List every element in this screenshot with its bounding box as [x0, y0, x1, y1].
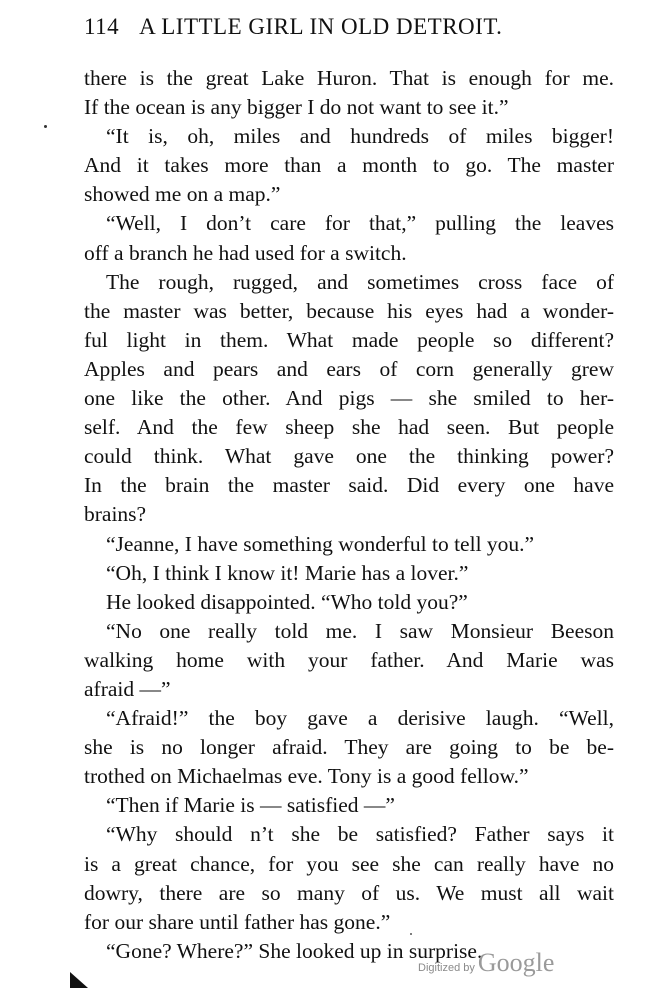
text-line: there is the great Lake Huron. That is enough for me. — [84, 66, 614, 90]
text-line: afraid —” — [84, 676, 171, 701]
scan-speck — [410, 933, 412, 935]
text-line: “Then if Marie is — satisfied —” — [106, 793, 395, 818]
text-line: “Oh, I think I know it! Marie has a lover.” — [106, 560, 469, 585]
text-line: dowry, there are so many of us. We must all wait — [84, 880, 614, 905]
text-line: the master was better, because his eyes had a wonder- — [84, 298, 614, 323]
text-line: He looked disappointed. “Who told you?” — [106, 589, 468, 614]
text-line: one like the other. And pigs — she smiled to her- — [84, 386, 614, 411]
text-line: “Well, I don’t care for that,” pulling the leaves — [106, 211, 614, 236]
text-line: self. And the few sheep she had seen. But people — [84, 415, 614, 440]
text-line: The rough, rugged, and sometimes cross face of — [106, 269, 614, 294]
book-page — [84, 14, 614, 966]
text-line: “Gone? Where?” She looked up in surprise. — [106, 938, 483, 963]
watermark-prefix: Digitized by — [418, 962, 475, 974]
running-title: A LITTLE GIRL IN OLD DETROIT. — [139, 14, 503, 39]
text-line: ful light in them. What made people so different? — [84, 327, 614, 352]
corner-triangle-mark — [70, 972, 88, 988]
text-line: is a great chance, for you see she can really have no — [84, 851, 614, 876]
text-line: And it takes more than a month to go. The master — [84, 153, 614, 178]
text-line: “Afraid!” the boy gave a derisive laugh. “Well, — [106, 706, 614, 731]
text-line: “No one really told me. I saw Monsieur Beeson — [106, 618, 614, 643]
text-line: off a branch he had used for a switch. — [84, 240, 407, 265]
text-line: “It is, oh, miles and hundreds of miles bigger! — [106, 124, 614, 149]
running-header — [84, 14, 614, 48]
text-line: “Why should n’t she be satisfied? Father says it — [106, 822, 614, 847]
text-line: “Jeanne, I have something wonderful to tell you.” — [106, 531, 535, 556]
body-text — [84, 64, 614, 966]
text-line: walking home with your father. And Marie was — [84, 647, 614, 672]
text-line: could think. What gave one the thinking power? — [84, 444, 614, 469]
text-line: showed me on a map.” — [84, 182, 281, 207]
text-line: trothed on Michaelmas eve. Tony is a good fellow.” — [84, 764, 529, 789]
google-logo: Google — [477, 948, 555, 977]
margin-mark — [44, 125, 47, 128]
digitization-watermark — [418, 948, 554, 978]
text-line: for our share until father has gone.” — [84, 909, 391, 934]
text-line: she is no longer afraid. They are going to be be- — [84, 735, 614, 760]
text-line: In the brain the master said. Did every one have — [84, 473, 614, 498]
page-number: 114 — [84, 14, 120, 39]
text-line: Apples and pears and ears of corn generally grew — [84, 356, 614, 381]
text-line: brains? — [84, 502, 147, 527]
text-line: If the ocean is any bigger I do not want to see it.” — [84, 95, 509, 120]
